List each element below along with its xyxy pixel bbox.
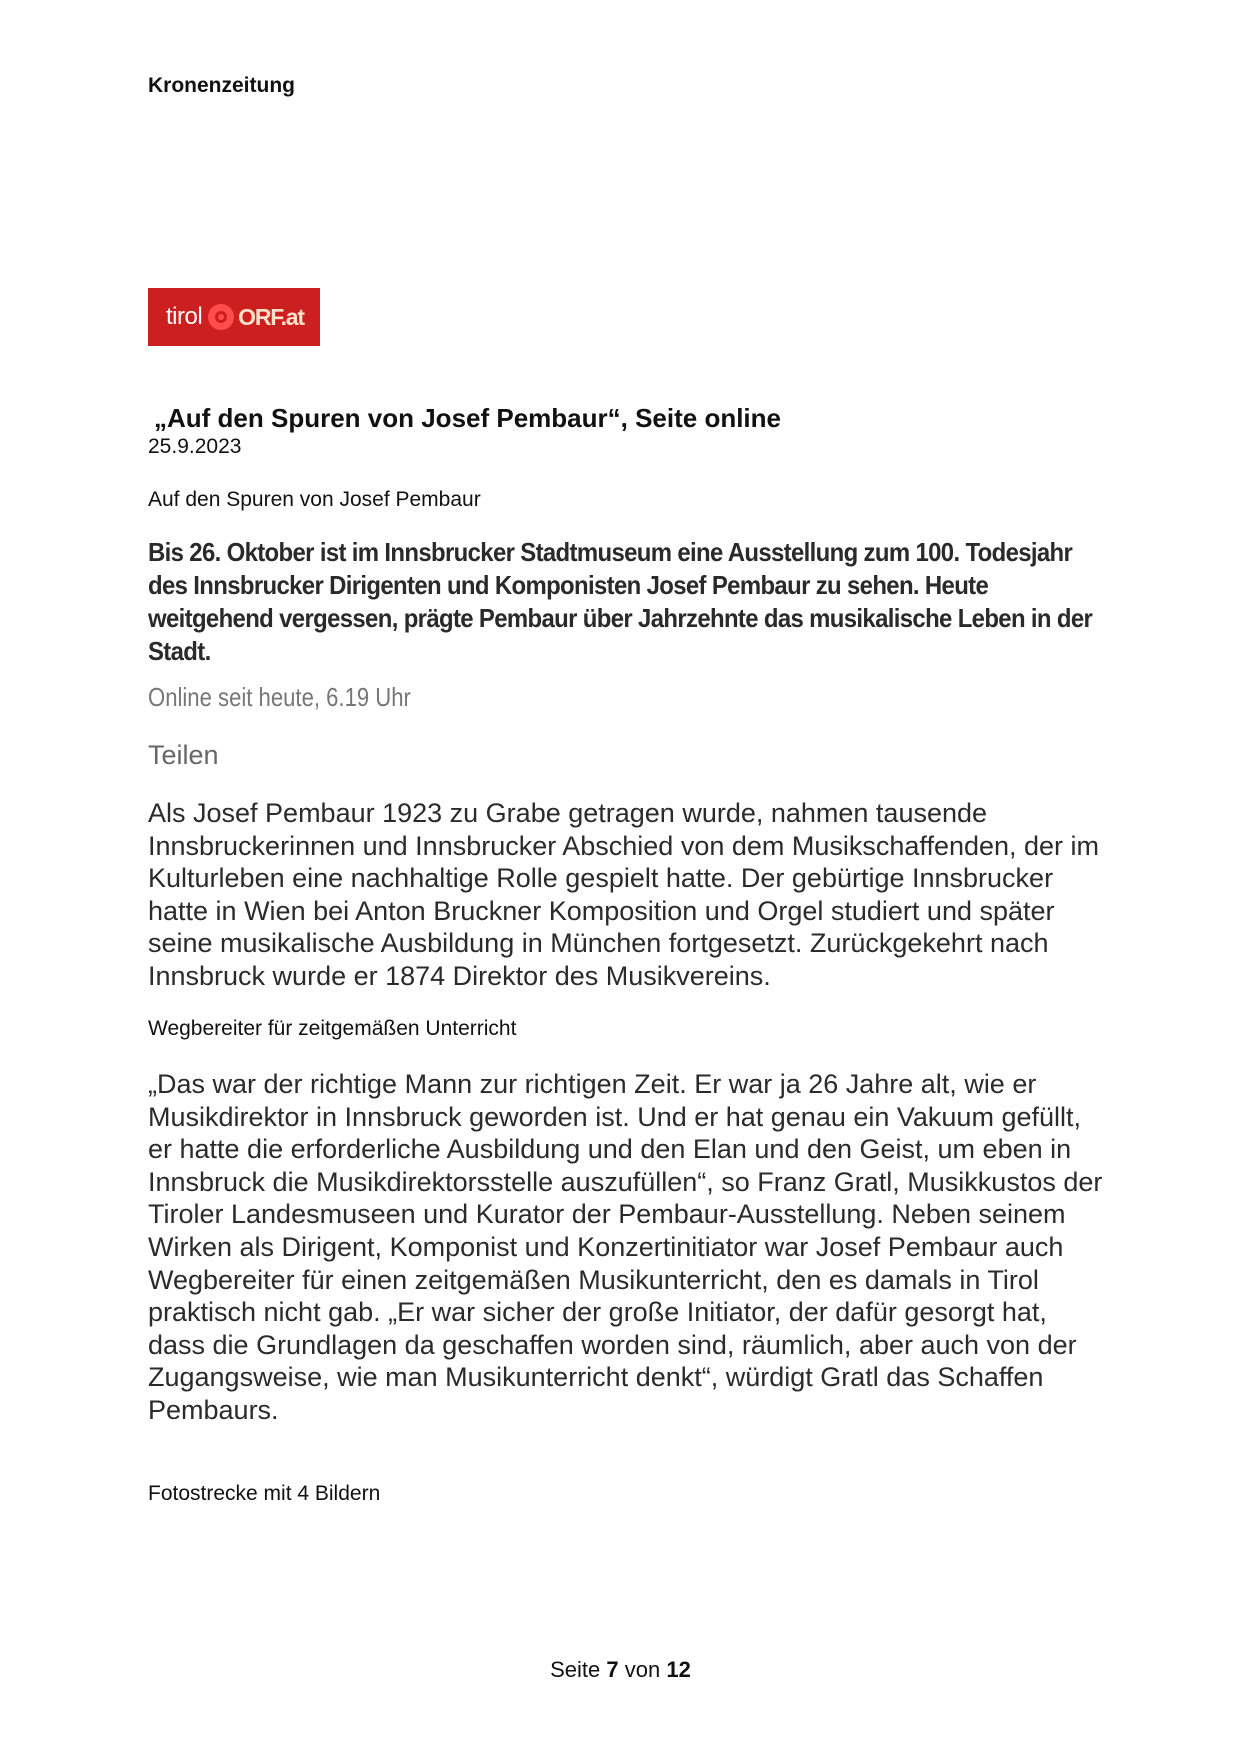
orf-tirol-logo xyxy=(148,288,320,346)
logo-region: tirol xyxy=(166,303,203,330)
orf-eye-icon xyxy=(208,304,234,330)
footer-current-page: 7 xyxy=(606,1657,619,1682)
photo-gallery-link[interactable]: Fotostrecke mit 4 Bildern xyxy=(148,1482,381,1505)
article-lead: Bis 26. Oktober ist im Innsbrucker Stadtmuseum eine Ausstellung zum 100. Todesjahr des Innsbrucker Dirigenten und Komponisten Josef Pembaur zu sehen. Heute weitgehend vergessen, prägte Pembaur über Jahrzehnte das musikalische Leben in der Stadt. xyxy=(148,537,1093,666)
footer-prefix: Seite xyxy=(550,1657,601,1682)
share-link[interactable]: Teilen xyxy=(148,740,219,770)
body-paragraph-2: „Das war der richtige Mann zur richtigen Zeit. Er war ja 26 Jahre alt, wie er Musikdirektor in Innsbruck geworden ist. Und er hat genau ein Vakuum gefüllt, er hatte die erforderliche Ausbildung und den Elan und den Geist, um eben in Innsbruck die Musikdirektorsstelle auszufüllen“, so Franz Gratl, Musikkustos der Tiroler Landesmuseen und Kurator der Pembaur-Ausstellung. Neben seinem Wirken als Dirigent, Komponist und Konzertinitiator war Josef Pembaur auch Wegbereiter für einen zeitgemäßen Musikunterricht, den es damals in Tirol praktisch nicht gab. „Er war sicher der große Initiator, der dafür gesorgt hat, dass die Grundlagen da geschaffen worden sind, räumlich, aber auch von der Zugangsweise, wie man Musikunterricht denkt“, würdigt Gratl das Schaffen Pembaurs. xyxy=(148,1069,1103,1425)
source-name: Kronenzeitung xyxy=(148,74,295,97)
article-date: 25.9.2023 xyxy=(148,435,242,458)
page-footer xyxy=(0,1657,1241,1683)
article-headline: „Auf den Spuren von Josef Pembaur“, Seite online xyxy=(154,403,781,433)
article-kicker: Auf den Spuren von Josef Pembaur xyxy=(148,488,481,511)
logo-brand: ORF.at xyxy=(238,303,304,330)
footer-total-pages: 12 xyxy=(666,1657,691,1682)
body-paragraph-1: Als Josef Pembaur 1923 zu Grabe getragen wurde, nahmen tausende Innsbruckerinnen und Innsbrucker Abschied von dem Musikschaffenden, der im Kulturleben eine nachhaltige Rolle gespielt hatte. Der gebürtige Innsbrucker hatte in Wien bei Anton Bruckner Komposition und Orgel studiert und später seine musikalische Ausbildung in München fortgesetzt. Zurückgekehrt nach Innsbruck wurde er 1874 Direktor des Musikvereins. xyxy=(148,798,1100,991)
online-timestamp: Online seit heute, 6.19 Uhr xyxy=(148,682,411,712)
section-subheading: Wegbereiter für zeitgemäßen Unterricht xyxy=(148,1017,517,1040)
footer-separator: von xyxy=(624,1657,661,1682)
